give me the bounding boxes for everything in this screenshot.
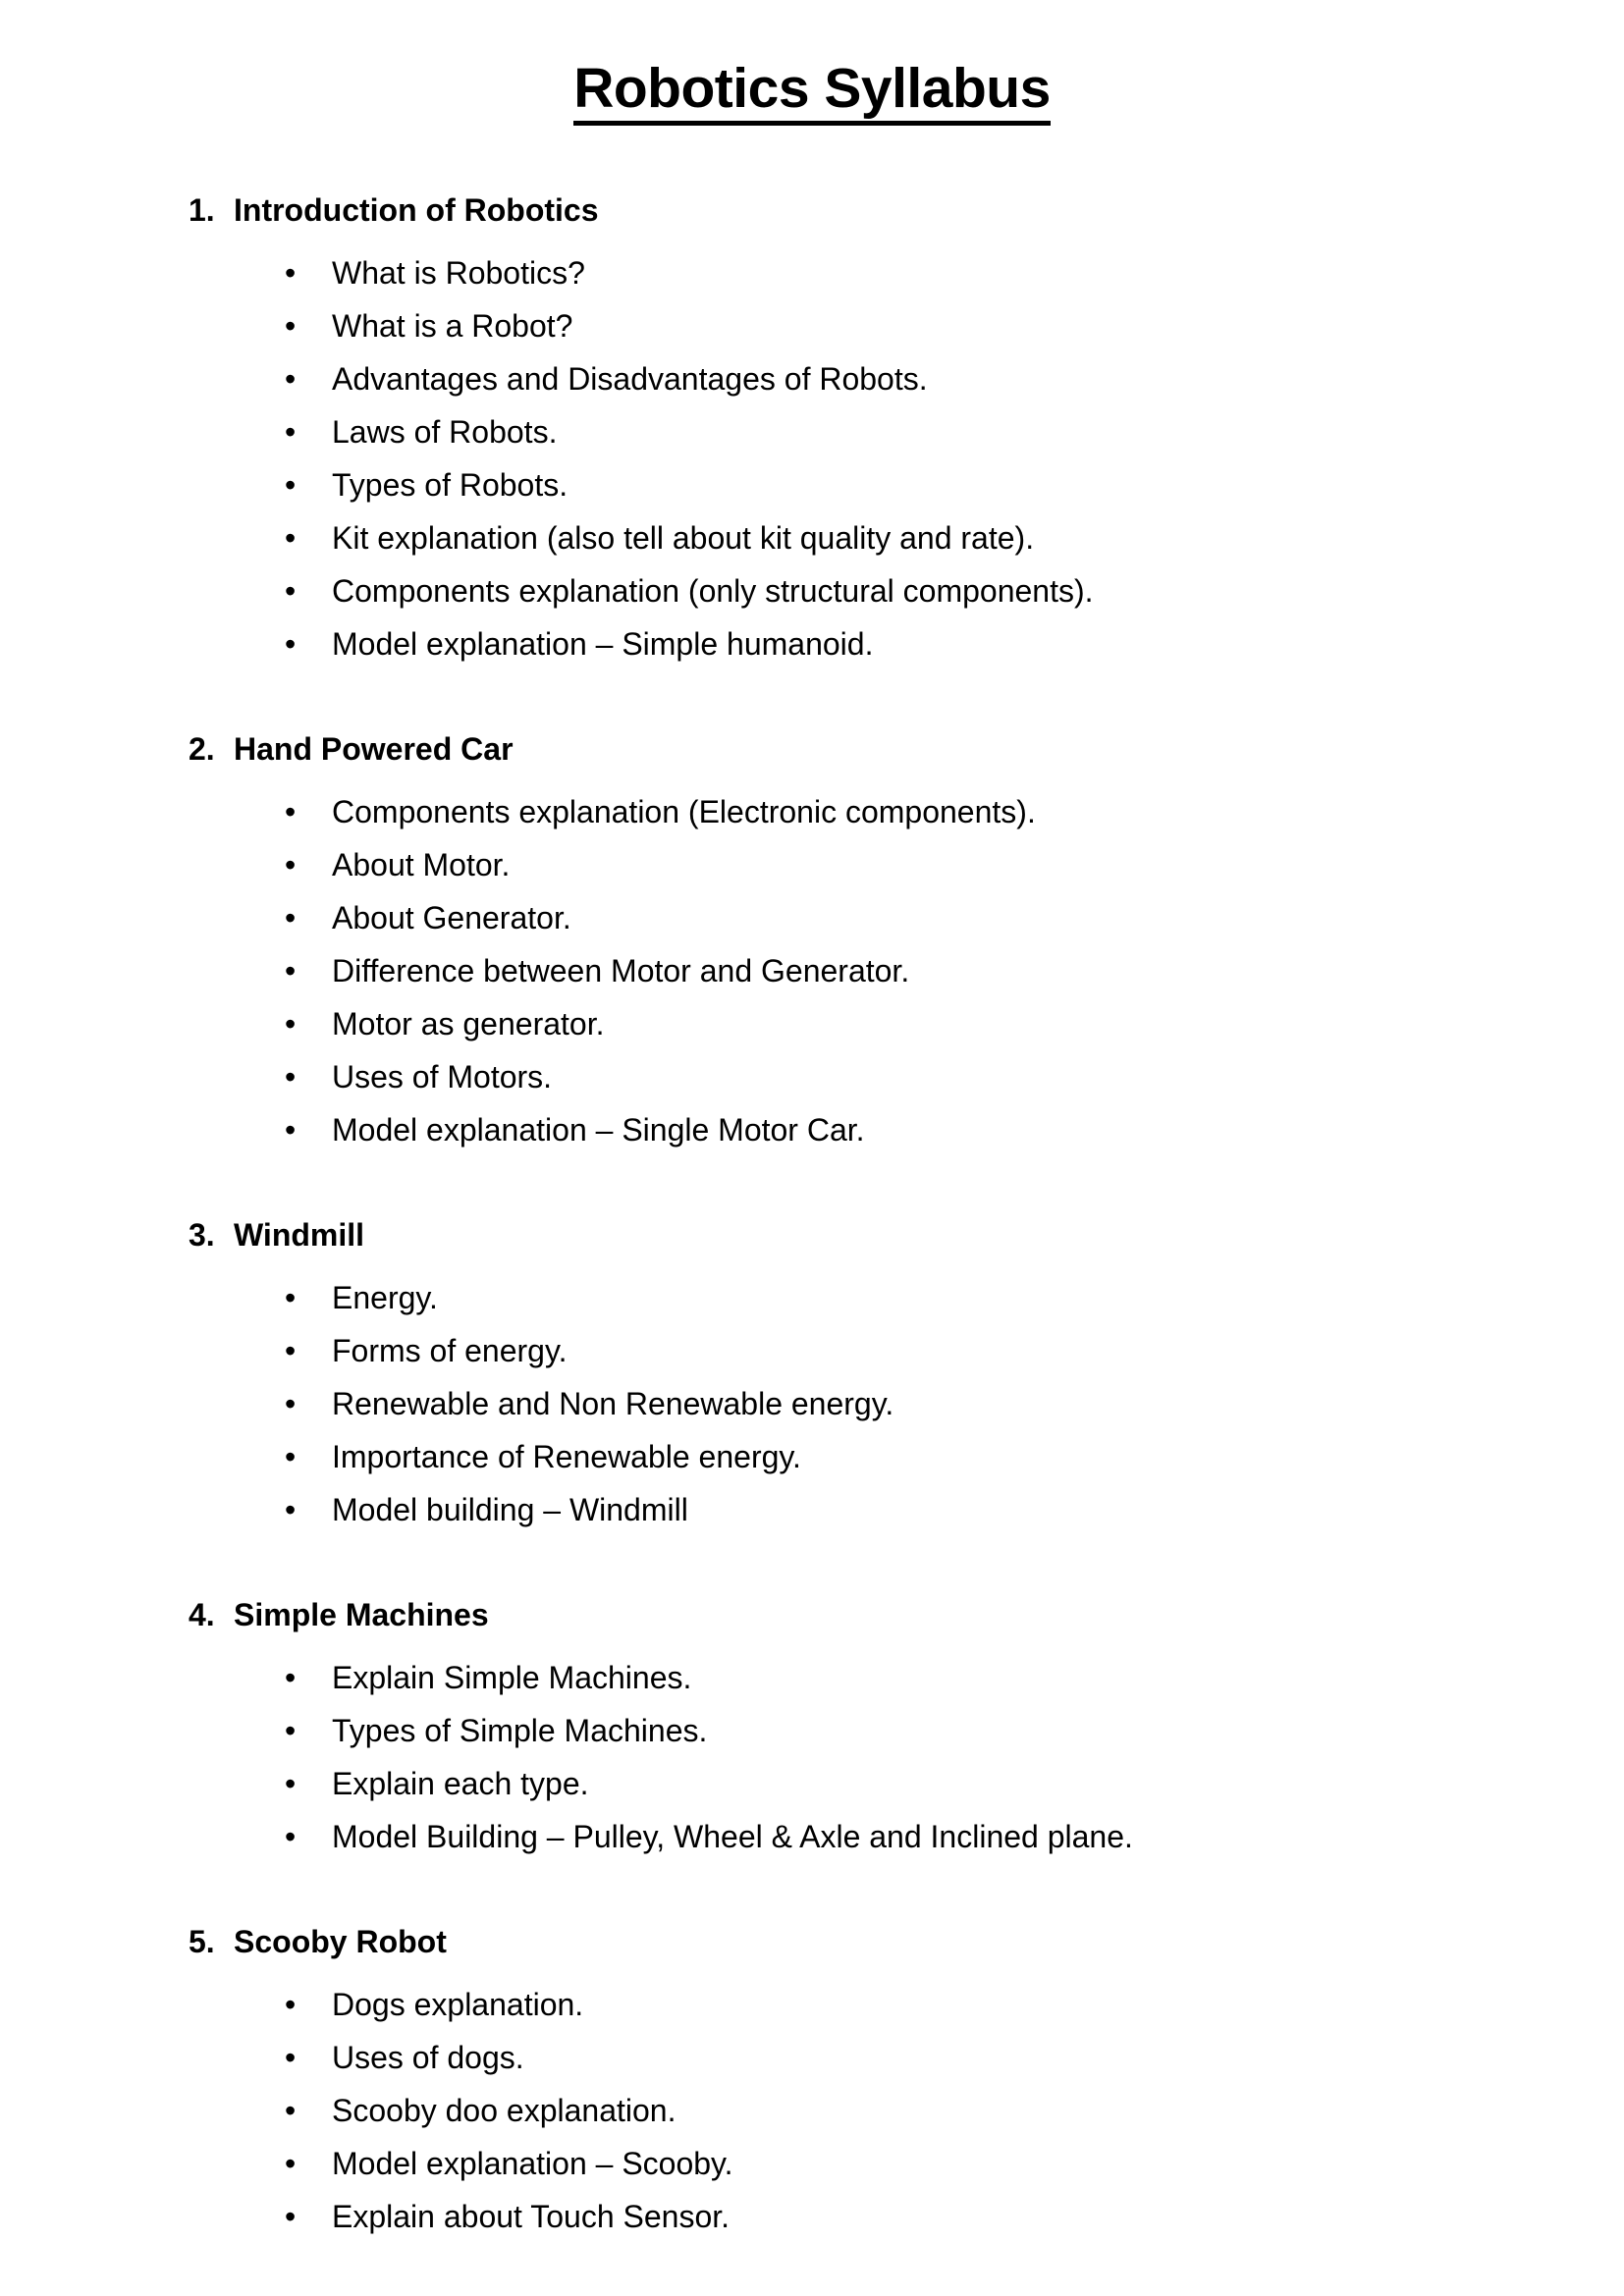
section-spacer: [0, 1874, 1624, 1926]
title-spacer: [0, 126, 1624, 194]
list-item: [0, 2042, 1624, 2095]
bullet-point-icon: •: [285, 1987, 297, 2022]
list-item-label: Laws of Robots.: [332, 414, 558, 450]
bullet-point-icon: •: [285, 2093, 297, 2128]
list-item-label: Model explanation – Simple humanoid.: [332, 626, 874, 662]
list-item: [0, 363, 1624, 416]
section-title: Simple Machines: [234, 1597, 489, 1632]
list-item: [0, 469, 1624, 522]
list-item: [0, 1441, 1624, 1494]
heading-spacer: [0, 773, 1624, 796]
section-number: 4.: [189, 1597, 215, 1632]
bullet-point-icon: •: [285, 2040, 297, 2075]
bullet-point-icon: •: [285, 1386, 297, 1421]
section-bullet-list: [0, 1989, 1624, 2254]
list-item: [0, 1768, 1624, 1821]
bullet-point-icon: •: [285, 1766, 297, 1801]
section-heading: [0, 194, 1624, 234]
list-item: [0, 522, 1624, 575]
list-item-label: Components explanation (only structural components).: [332, 573, 1094, 609]
heading-spacer: [0, 1638, 1624, 1662]
page-title: [0, 0, 1624, 126]
list-item: [0, 257, 1624, 310]
syllabus-section: [0, 1599, 1624, 1926]
bullet-point-icon: •: [285, 1713, 297, 1748]
list-item-label: Forms of energy.: [332, 1333, 568, 1368]
section-heading: [0, 1599, 1624, 1638]
section-spacer: [0, 681, 1624, 733]
section-title: Introduction of Robotics: [234, 192, 599, 228]
list-item-label: Model building – Windmill: [332, 1492, 688, 1527]
bullet-point-icon: •: [285, 794, 297, 829]
list-item-label: Kit explanation (also tell about kit quality and rate).: [332, 520, 1035, 556]
bullet-point-icon: •: [285, 626, 297, 662]
list-item-label: Types of Simple Machines.: [332, 1713, 708, 1748]
list-item-label: What is a Robot?: [332, 308, 573, 344]
bullet-point-icon: •: [285, 1112, 297, 1148]
list-item: [0, 1114, 1624, 1167]
list-item: [0, 2095, 1624, 2148]
section-heading: [0, 1219, 1624, 1258]
bullet-point-icon: •: [285, 467, 297, 503]
bullet-point-icon: •: [285, 1439, 297, 1474]
section-bullet-list: [0, 257, 1624, 681]
list-item: [0, 849, 1624, 902]
list-item: [0, 1821, 1624, 1874]
list-item: [0, 2201, 1624, 2254]
bullet-point-icon: •: [285, 1280, 297, 1315]
syllabus-section: [0, 1926, 1624, 2254]
syllabus-section-list: [0, 194, 1624, 2254]
bullet-point-icon: •: [285, 1059, 297, 1095]
list-item-label: Uses of Motors.: [332, 1059, 553, 1095]
bullet-point-icon: •: [285, 308, 297, 344]
bullet-point-icon: •: [285, 1492, 297, 1527]
section-bullet-list: [0, 796, 1624, 1167]
list-item: [0, 416, 1624, 469]
list-item: [0, 2148, 1624, 2201]
list-item-label: Model explanation – Scooby.: [332, 2146, 733, 2181]
list-item-label: About Motor.: [332, 847, 511, 882]
section-number: 5.: [189, 1924, 215, 1959]
list-item-label: Types of Robots.: [332, 467, 568, 503]
bullet-point-icon: •: [285, 361, 297, 397]
bullet-point-icon: •: [285, 1660, 297, 1695]
bullet-point-icon: •: [285, 1819, 297, 1854]
list-item-label: Renewable and Non Renewable energy.: [332, 1386, 894, 1421]
list-item: [0, 1989, 1624, 2042]
list-item: [0, 1282, 1624, 1335]
heading-spacer: [0, 234, 1624, 257]
bullet-point-icon: •: [285, 255, 297, 291]
section-spacer: [0, 1167, 1624, 1219]
section-heading: [0, 1926, 1624, 1965]
list-item: [0, 628, 1624, 681]
list-item: [0, 310, 1624, 363]
list-item: [0, 796, 1624, 849]
bullet-point-icon: •: [285, 1333, 297, 1368]
section-spacer: [0, 1547, 1624, 1599]
heading-spacer: [0, 1258, 1624, 1282]
section-title: Hand Powered Car: [234, 731, 514, 767]
list-item: [0, 575, 1624, 628]
list-item-label: Scooby doo explanation.: [332, 2093, 677, 2128]
section-bullet-list: [0, 1282, 1624, 1547]
list-item-label: What is Robotics?: [332, 255, 585, 291]
heading-spacer: [0, 1965, 1624, 1989]
list-item-label: Motor as generator.: [332, 1006, 605, 1041]
list-item-label: Dogs explanation.: [332, 1987, 584, 2022]
section-number: 2.: [189, 731, 215, 767]
bullet-point-icon: •: [285, 2146, 297, 2181]
bullet-point-icon: •: [285, 520, 297, 556]
section-heading: [0, 733, 1624, 773]
bullet-point-icon: •: [285, 953, 297, 988]
list-item-label: Energy.: [332, 1280, 438, 1315]
bullet-point-icon: •: [285, 2199, 297, 2234]
bullet-point-icon: •: [285, 573, 297, 609]
list-item: [0, 1008, 1624, 1061]
list-item-label: Difference between Motor and Generator.: [332, 953, 910, 988]
syllabus-section: [0, 733, 1624, 1219]
section-title: Scooby Robot: [234, 1924, 447, 1959]
list-item-label: Explain each type.: [332, 1766, 589, 1801]
section-title: Windmill: [234, 1217, 365, 1253]
bullet-point-icon: •: [285, 1006, 297, 1041]
list-item-label: Importance of Renewable energy.: [332, 1439, 801, 1474]
list-item-label: Explain Simple Machines.: [332, 1660, 692, 1695]
list-item-label: Model explanation – Single Motor Car.: [332, 1112, 865, 1148]
bullet-point-icon: •: [285, 414, 297, 450]
list-item-label: Model Building – Pulley, Wheel & Axle and Inclined plane.: [332, 1819, 1133, 1854]
page-title-text: Robotics Syllabus: [573, 61, 1051, 126]
list-item-label: Explain about Touch Sensor.: [332, 2199, 731, 2234]
syllabus-section: [0, 1219, 1624, 1599]
list-item: [0, 1061, 1624, 1114]
section-bullet-list: [0, 1662, 1624, 1874]
section-number: 3.: [189, 1217, 215, 1253]
list-item: [0, 902, 1624, 955]
list-item: [0, 1335, 1624, 1388]
bullet-point-icon: •: [285, 847, 297, 882]
list-item: [0, 1494, 1624, 1547]
syllabus-section: [0, 194, 1624, 733]
list-item: [0, 1662, 1624, 1715]
list-item-label: About Generator.: [332, 900, 571, 935]
list-item: [0, 1388, 1624, 1441]
list-item: [0, 955, 1624, 1008]
list-item-label: Components explanation (Electronic components).: [332, 794, 1036, 829]
list-item-label: Advantages and Disadvantages of Robots.: [332, 361, 928, 397]
bullet-point-icon: •: [285, 900, 297, 935]
section-number: 1.: [189, 192, 215, 228]
list-item: [0, 1715, 1624, 1768]
list-item-label: Uses of dogs.: [332, 2040, 524, 2075]
